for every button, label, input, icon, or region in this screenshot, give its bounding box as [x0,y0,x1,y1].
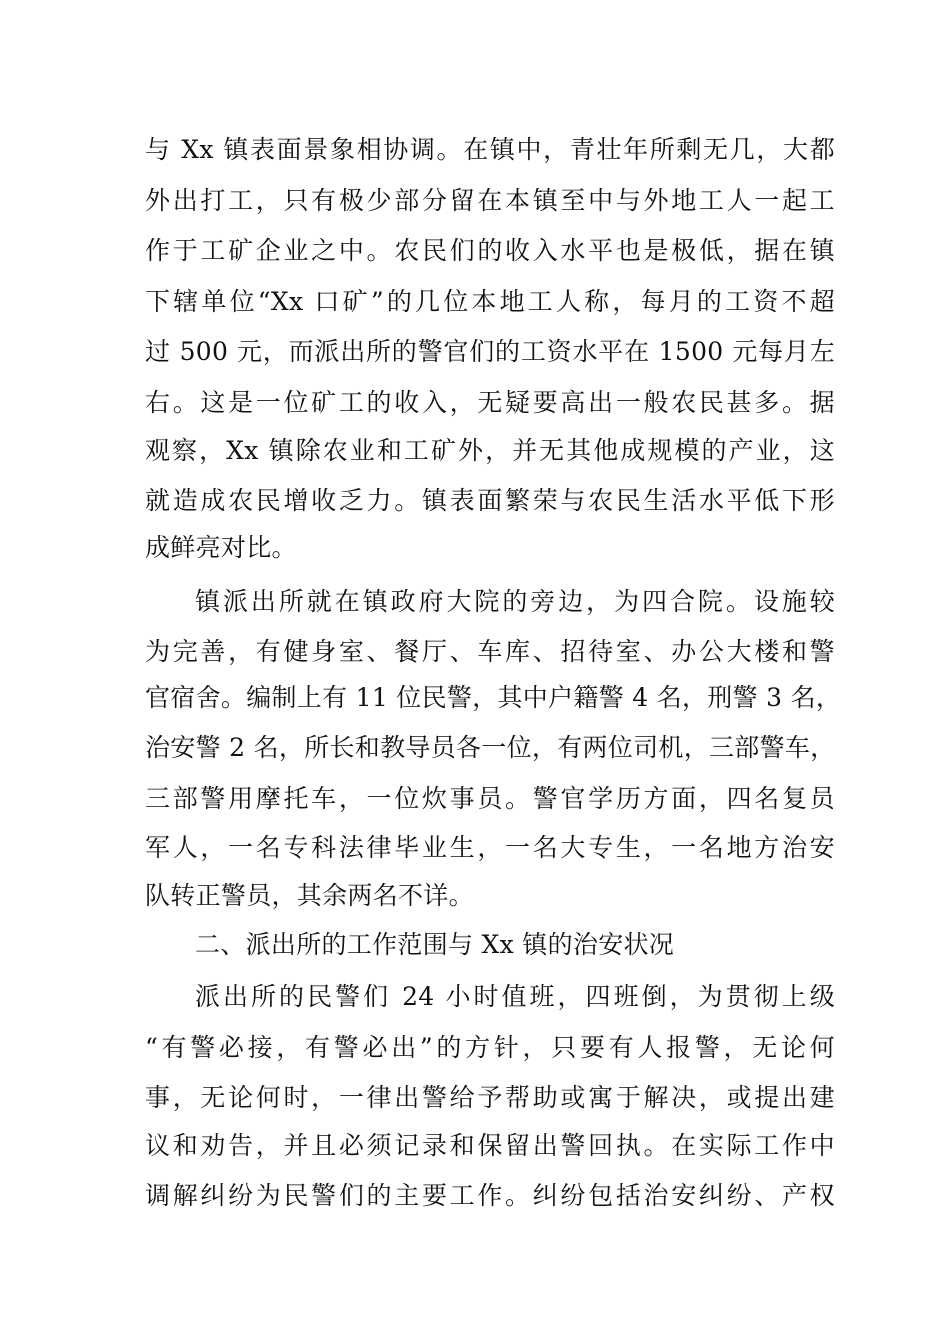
text-line: 过 500 元，而派出所的警官们的工资水平在 1500 元每月左 [145,337,835,366]
text-line: 军人，一名专科法律毕业生，一名大专生，一名地方治安 [145,833,835,862]
text-line: 作于工矿企业之中。农民们的收入水平也是极低，据在镇 [145,236,835,265]
text-line: 三部警用摩托车，一位炊事员。警官学历方面，四名复员 [145,784,835,813]
text-line: 议和劝告，并且必须记录和保留出警回执。在实际工作中 [145,1131,835,1160]
text-line: 官宿舍。编制上有 11 位民警，其中户籍警 4 名，刑警 3 名， [145,683,842,712]
text-line: 成鲜亮对比。 [145,533,297,562]
text-line: 就造成农民增收乏力。镇表面繁荣与农民生活水平低下形 [145,486,835,515]
text-line: 右。这是一位矿工的收入，无疑要高出一般农民甚多。据 [145,388,835,417]
text-line: 为完善，有健身室、餐厅、车库、招待室、办公大楼和警 [145,637,835,666]
text-line: 观察，Xx 镇除农业和工矿外，并无其他成规模的产业，这 [145,436,835,465]
text-line: 外出打工，只有极少部分留在本镇至中与外地工人一起工 [145,186,835,215]
text-line: 与 Xx 镇表面景象相协调。在镇中，青壮年所剩无几，大都 [145,135,835,164]
paragraph-first-line: 镇派出所就在镇政府大院的旁边，为四合院。设施较 [195,587,835,616]
text-line: 调解纠纷为民警们的主要工作。纠纷包括治安纠纷、产权 [145,1181,835,1210]
text-line: “有警必接，有警必出”的方针，只要有人报警，无论何 [145,1033,835,1062]
text-line: 队转正警员，其余两名不详。 [145,881,474,910]
text-line: 治安警 2 名，所长和教导员各一位，有两位司机，三部警车， [145,733,836,762]
section-heading: 二、派出所的工作范围与 Xx 镇的治安状况 [195,930,675,959]
paragraph-first-line: 派出所的民警们 24 小时值班，四班倒，为贯彻上级 [195,982,835,1011]
text-line: 事，无论何时，一律出警给予帮助或寓于解决，或提出建 [145,1083,835,1112]
text-line: 下辖单位“Xx 口矿”的几位本地工人称，每月的工资不超 [145,287,835,316]
